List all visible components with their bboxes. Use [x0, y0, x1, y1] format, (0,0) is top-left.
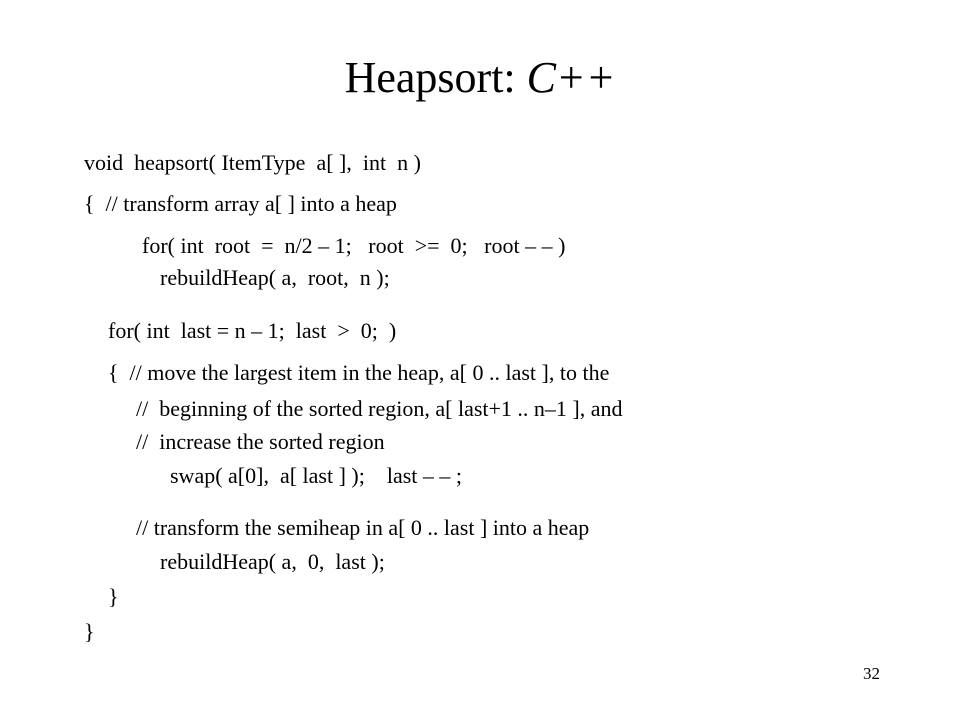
- code-line-build-heap-loop: for( int root = n/2 – 1; root >= 0; root – – ): [142, 233, 566, 258]
- code-line-open-brace-comment: { // transform array a[ ] into a heap: [84, 191, 397, 216]
- code-line-rebuild-heap-last: rebuildHeap( a, 0, last );: [160, 549, 385, 574]
- code-line-outer-close-brace: }: [84, 619, 95, 644]
- code-line-swap: swap( a[0], a[ last ] ); last – – ;: [170, 463, 463, 488]
- title-prefix: Heapsort:: [344, 53, 527, 102]
- code-line-semiheap-comment: // transform the semiheap in a[ 0 .. last ] into a heap: [136, 515, 590, 540]
- code-line-inner-close-brace: }: [108, 584, 119, 609]
- title-language: C++: [526, 53, 616, 102]
- slide-title: [0, 52, 960, 104]
- code-line-move-comment: { // move the largest item in the heap, a[ 0 .. last ], to the: [108, 360, 610, 385]
- code-line-rebuild-heap-root: rebuildHeap( a, root, n );: [160, 265, 390, 290]
- page-number: 32: [863, 664, 880, 683]
- code-line-beginning-comment: // beginning of the sorted region, a[ last+1 .. n–1 ], and: [136, 396, 623, 421]
- code-line-signature: void heapsort( ItemType a[ ], int n ): [84, 150, 421, 175]
- code-line-increase-comment: // increase the sorted region: [136, 429, 385, 454]
- code-line-sort-loop: for( int last = n – 1; last > 0; ): [108, 318, 397, 343]
